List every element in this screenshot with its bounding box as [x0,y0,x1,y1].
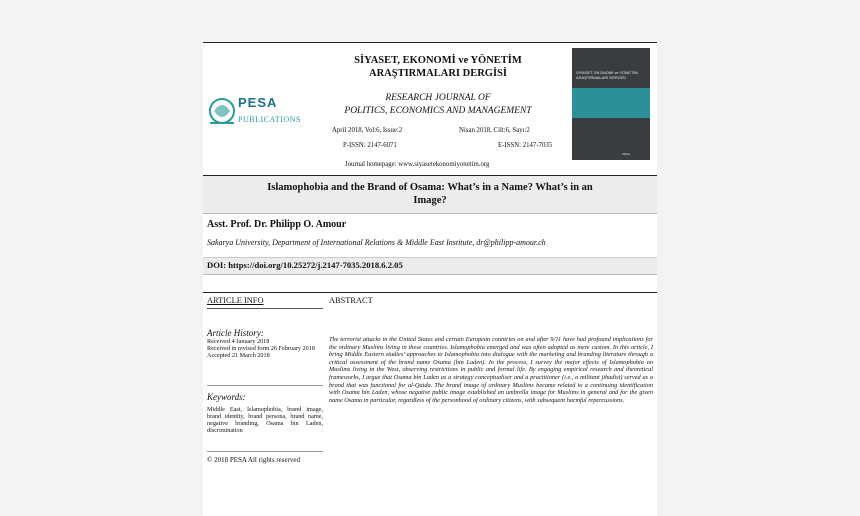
article-title-line1: Islamophobia and the Brand of Osama: What’s in a Name? What’s in an [267,182,593,193]
accepted-date: Accepted 21 March 2018 [207,352,270,359]
doi-link[interactable]: DOI: https://doi.org/10.25272/j.2147-7035.2018.6.2.05 [207,260,403,270]
article-page [203,42,657,516]
article-info-heading: ARTICLE INFO [207,296,264,305]
info-divider [207,308,323,309]
logo-sub: PUBLICATIONS [238,115,301,124]
history-heading: Article History: [207,328,264,338]
p-issn: P-ISSN: 2147-6071 [343,142,397,149]
article-title-box [203,175,657,214]
doi-box [203,257,657,275]
keywords-divider [207,451,323,452]
cover-title: SİYASET, EKONOMİ ve YÖNETİM ARAŞTIRMALARI DERGİSİ [576,70,638,80]
author-affiliation: Sakarya University, Department of International Relations & Middle East Institute, dr@philipp-amour.ch [207,238,546,247]
pesa-logo [208,93,304,131]
e-issn: E-ISSN: 2147-7035 [498,142,553,149]
logo-brand: PESA [238,95,278,110]
history-divider [207,385,323,386]
keywords-list: Middle East, Islamophobia, brand image, brand identity, brand persona, brand name, negative branding, Osama bin Laden, discrimination [207,406,323,434]
received-date: Received 4 January 2018 [207,338,270,345]
copyright-notice: © 2018 PESA All rights reserved [207,456,301,464]
journal-cover-image [572,48,650,160]
keywords-heading: Keywords: [207,392,246,402]
journal-title-tr-line1: SİYASET, EKONOMİ ve YÖNETİM [354,55,522,66]
cover-logo: PESA [622,152,631,156]
author-name: Asst. Prof. Dr. Philipp O. Amour [207,219,347,230]
abstract-text: The terrorist attacks in the United States and certain European countries on and after 9/11 have had profound implications for the ordinary Muslims living in these countries. Islamophobia emerged and was often adopted as mere custom. In this article, I bring Middle Eastern studies’ approaches to Islamophobia into dialogue with the marketing and branding literature through a critical assessment of the brand name Osama (bin Laden). In the process, I survey the major effects of Islamophobia on Muslims living in the West, observing restrictions in public and formal life. By engaging empirical research and theoretical frameworks, I argue that Osama bin Laden as a strategy conceptualiser and a practitioner (i.e., a militant jihadist) served as a brand that was functional for al-Qaida. The brand image of ordinary Muslims became related to a continuing identification with Osama bin Laden, whose negative public image established an umbrella image for Muslims in general and for the given name Osama in particular, regardless of the personhood of ordinary citizens, with subsequent harmful repercussions. [329,336,653,404]
cover-pattern-band [572,88,650,118]
journal-title-tr-line2: ARAŞTIRMALARI DERGİSİ [369,68,507,79]
issue-en: April 2018, Vol:6, Issue:2 [332,127,403,134]
article-title-line2: Image? [413,195,447,206]
journal-title-en-line1: RESEARCH JOURNAL OF [385,93,491,103]
issue-tr: Nisan 2018, Cilt:6, Sayı:2 [459,127,530,134]
info-top-rule [203,292,657,293]
journal-homepage: Journal homepage: www.siyasetekonomiyonetim.org [345,161,490,168]
abstract-heading: ABSTRACT [329,296,373,305]
journal-title-en-line2: POLITICS, ECONOMICS AND MANAGEMENT [344,105,532,116]
author-box [203,214,657,255]
top-rule [203,42,657,43]
revised-date: Received in revised form 26 February 2018 [207,345,315,352]
